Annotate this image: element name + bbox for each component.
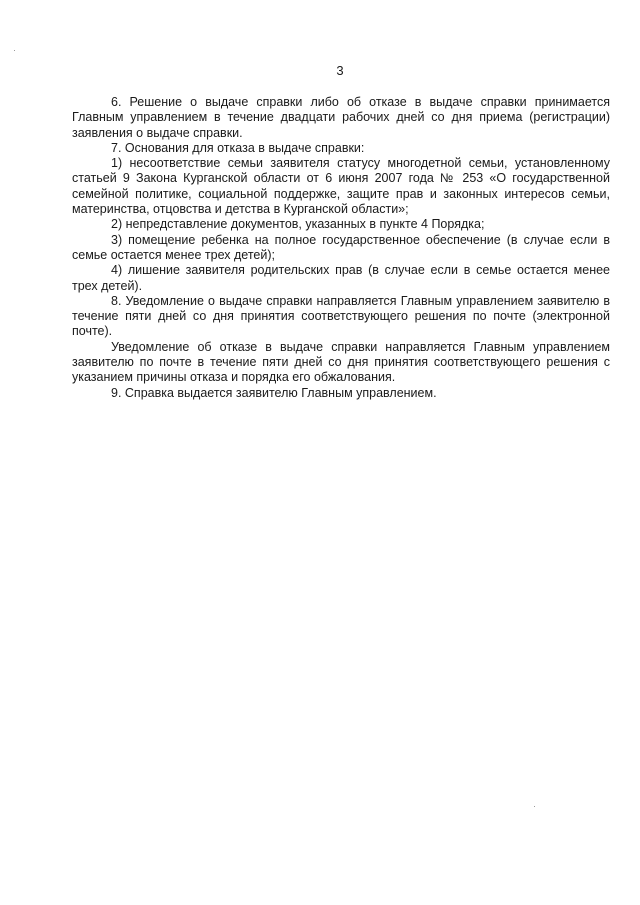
scan-speck [534,806,535,807]
paragraph-item-9: 9. Справка выдается заявителю Главным управлением. [111,385,437,400]
paragraph-item-8: 8. Уведомление о выдаче справки направляется Главным управлением заявителю в течение пяти дней со дня принятия соответствующего решения по почте (электронной почте). [72,293,610,339]
paragraph-item-7-heading: 7. Основания для отказа в выдаче справки: [111,140,365,155]
list-item-2: 2) непредставление документов, указанных в пункте 4 Порядка; [111,217,485,232]
document-body [72,95,610,401]
list-item-4: 4) лишение заявителя родительских прав (в случае если в семье остается менее трех детей). [72,263,610,293]
page-number: 3 [336,63,344,78]
scan-speck [14,50,15,51]
paragraph-refusal-notice: Уведомление об отказе в выдаче справки направляется Главным управлением заявителю по почте в течение пяти дней со дня принятия соответствующего решения с указанием причины отказа и порядка его обжалования. [72,339,610,385]
list-item-1: 1) несоответствие семьи заявителя статусу многодетной семьи, установленному статьей 9 Закона Курганской области от 6 июня 2007 года № 253 «О государственной семейной политике, социальной поддержке, защите прав и законных интересов семьи, материнства, отцовства и детства в Курганской области»; [72,156,610,217]
paragraph-item-6: 6. Решение о выдаче справки либо об отказе в выдаче справки принимается Главным управлением в течение двадцати рабочих дней со дня приема (регистрации) заявления о выдаче справки. [72,95,610,140]
list-item-3: 3) помещение ребенка на полное государственное обеспечение (в случае если в семье остается менее трех детей); [72,232,610,262]
